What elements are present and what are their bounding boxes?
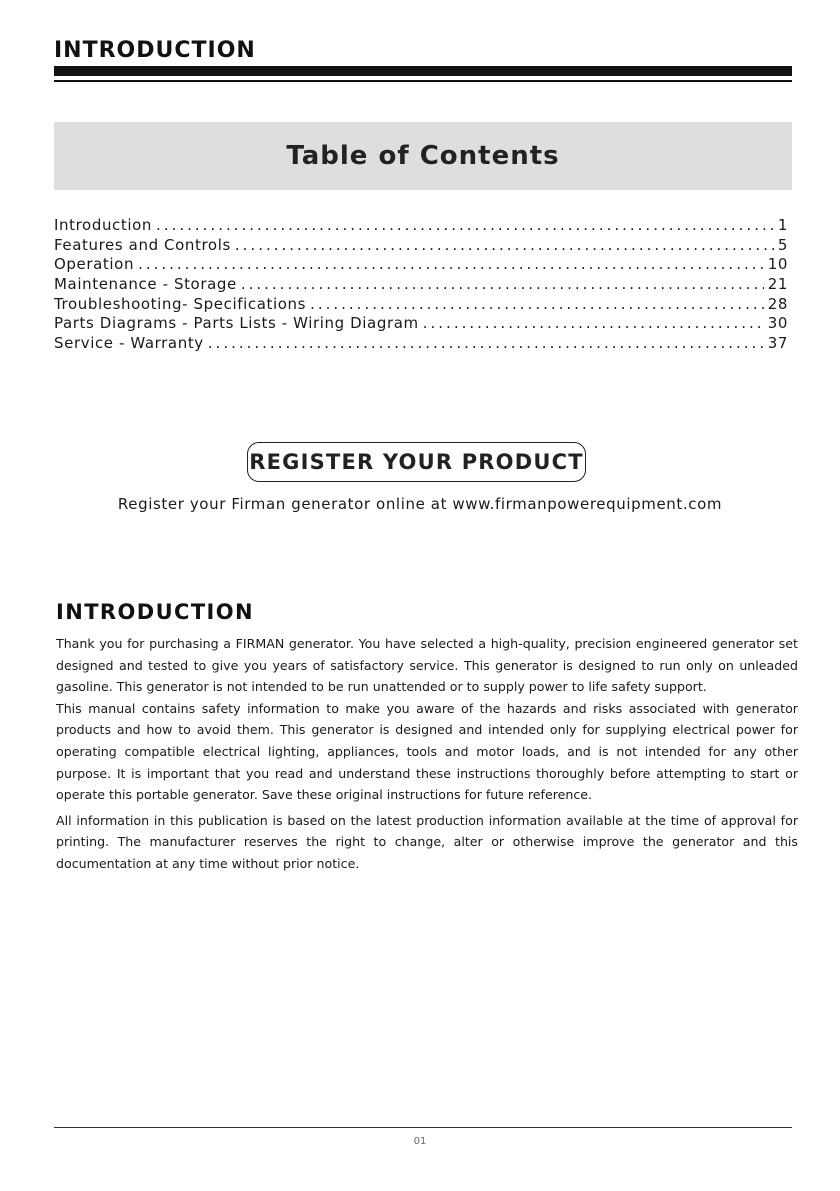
introduction-body [56, 633, 798, 875]
toc-entry-operation[interactable] [54, 255, 788, 275]
toc-entry-page: 21 [767, 275, 788, 294]
toc-entry-service-warranty[interactable] [54, 334, 788, 354]
toc-leader-dots [423, 314, 764, 332]
toc-entry-page: 10 [767, 255, 788, 274]
toc-entry-page: 30 [767, 314, 788, 333]
toc-entry-label: Parts Diagrams - Parts Lists - Wiring Diagram [54, 314, 419, 333]
toc-entry-parts-wiring[interactable] [54, 314, 788, 334]
register-product-box [247, 442, 586, 482]
toc-entry-label: Troubleshooting- Specifications [54, 294, 307, 313]
toc-leader-dots [310, 295, 764, 313]
toc-entry-page: 5 [777, 235, 788, 254]
toc-entry-maintenance-storage[interactable] [54, 275, 788, 295]
toc-entry-label: Features and Controls [54, 235, 231, 254]
header-thin-rule [54, 80, 792, 82]
toc-entry-label: Introduction [54, 216, 153, 234]
toc-entry-features-controls[interactable] [54, 236, 788, 256]
register-product-title: REGISTER YOUR PRODUCT [249, 450, 584, 474]
toc-entry-page: 1 [777, 216, 788, 234]
toc-leader-dots [241, 275, 764, 293]
toc-title: Table of Contents [286, 141, 560, 171]
introduction-paragraph: All information in this publication is based on the latest production information available at the time of approval for printing. The manufacturer reserves the right to change, alter or otherwise improve the generator and this documentation at any time without prior notice. [56, 812, 798, 871]
toc-entry-label: Maintenance - Storage [54, 275, 237, 294]
toc-entry-label: Operation [54, 255, 135, 274]
toc-entry-page: 28 [767, 294, 788, 313]
toc-leader-dots [156, 216, 774, 234]
header-thick-rule [54, 66, 792, 76]
toc-leader-dots [138, 255, 764, 273]
introduction-heading: INTRODUCTION [56, 600, 254, 624]
section-header-title: INTRODUCTION [54, 38, 256, 63]
toc-banner [54, 122, 792, 190]
toc-leader-dots [235, 236, 774, 254]
footer-divider [54, 1127, 792, 1128]
toc-entry-troubleshooting-specifications[interactable] [54, 295, 788, 315]
toc-entry-label: Service - Warranty [54, 334, 204, 353]
toc-entry-page: 37 [767, 334, 788, 353]
page-number: 01 [413, 1136, 427, 1147]
introduction-paragraph: Thank you for purchasing a FIRMAN generator. You have selected a high-quality, precision engineered generator set designed and tested to give you years of satisfactory service. This generator is designed to run only on unleaded gasoline. This generator is not intended to be run unattended or to supply power to life safety support. [56, 636, 798, 695]
register-instructions: Register your Firman generator online at www.firmanpowerequipment.com [117, 495, 723, 513]
toc-entry-introduction[interactable] [54, 216, 788, 236]
introduction-paragraph: This manual contains safety information to make you aware of the hazards and risks associated with generator products and how to avoid them. This generator is designed and intended only for supplying electrical power for operating compatible electrical lighting, appliances, tools and motor loads, and is not intended for any other purpose. It is important that you read and understand these instructions thoroughly before attempting to start or operate this portable generator. Save these original instructions for future reference. [56, 700, 798, 803]
toc-leader-dots [208, 334, 764, 352]
toc-list [54, 216, 788, 354]
